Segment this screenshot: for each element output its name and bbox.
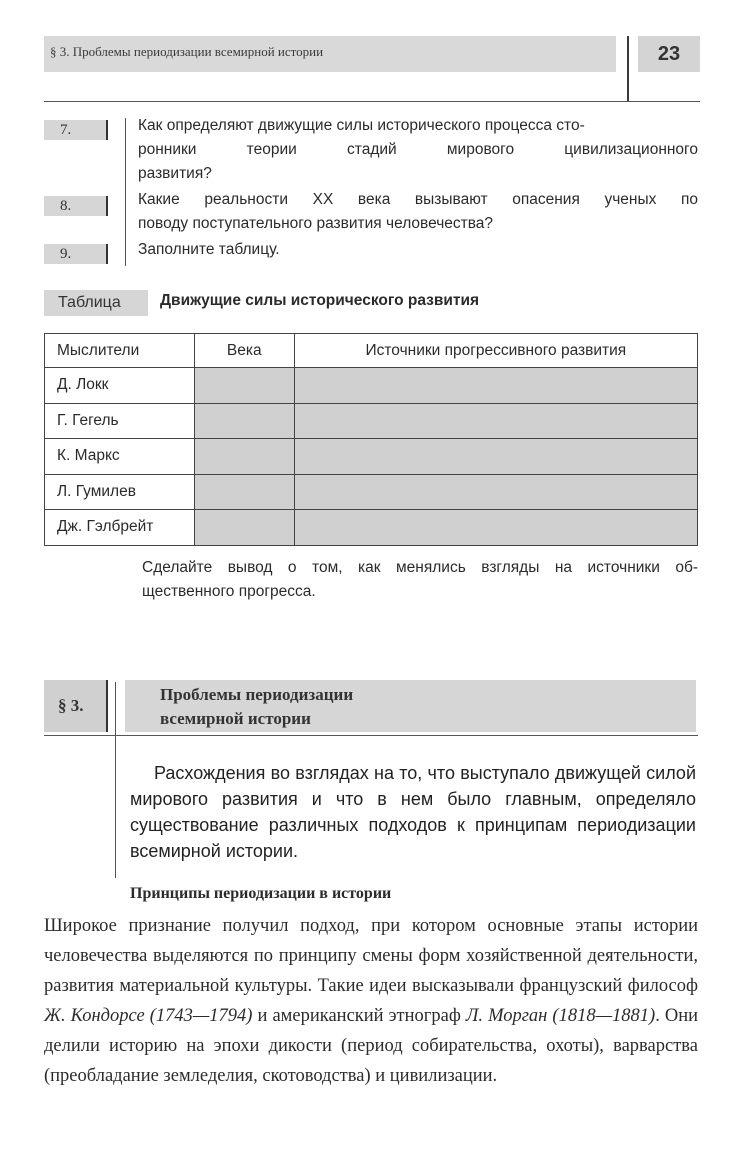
question-9-line-1: Заполните таблицу. bbox=[138, 241, 280, 258]
section-title-line-1: Проблемы периодизации bbox=[160, 685, 354, 704]
table-row bbox=[45, 510, 698, 546]
conclusion-task bbox=[142, 556, 698, 604]
question-tick bbox=[106, 244, 108, 264]
centuries-blank-cell[interactable] bbox=[194, 510, 294, 546]
running-header-title: § 3. Проблемы периодизации всемирной истории bbox=[50, 44, 324, 59]
table-row bbox=[45, 439, 698, 475]
sources-blank-cell[interactable] bbox=[294, 403, 697, 439]
centuries-blank-cell[interactable] bbox=[194, 474, 294, 510]
sources-blank-cell[interactable] bbox=[294, 368, 697, 404]
header-sources: Источники прогрессивного развития bbox=[294, 334, 697, 368]
section-margin-line bbox=[115, 682, 116, 878]
table-tag: Таблица bbox=[44, 290, 148, 316]
thinker-cell: К. Маркс bbox=[45, 439, 195, 475]
page-number: 23 bbox=[638, 36, 700, 72]
thinker-cell: Г. Гегель bbox=[45, 403, 195, 439]
header-rule bbox=[44, 101, 700, 102]
thinker-cell: Дж. Гэлбрейт bbox=[45, 510, 195, 546]
question-7-line-3: развития? bbox=[138, 165, 212, 182]
section-lead: Расхождения во взглядах на то, что выступало движущей силой мирового развития и что в нем было главным, определяло существование различных подходов к принципам периодизации всемирной истории. bbox=[130, 763, 696, 861]
person-morgan: Л. Морган (1818—1881) bbox=[465, 1006, 656, 1026]
subheading: Принципы периодизации в истории bbox=[130, 885, 392, 902]
question-9-text bbox=[138, 238, 698, 262]
question-7-line-1: Как определяют движущие силы исторического процесса сто- bbox=[138, 117, 585, 134]
thinker-cell: Л. Гумилев bbox=[45, 474, 195, 510]
question-number-8: 8. bbox=[44, 196, 106, 216]
questions-margin-line bbox=[125, 118, 126, 266]
question-7-text bbox=[138, 114, 698, 186]
centuries-blank-cell[interactable] bbox=[194, 403, 294, 439]
sources-blank-cell[interactable] bbox=[294, 439, 697, 475]
section-title-line-2: всемирной истории bbox=[160, 709, 311, 728]
thinker-cell: Д. Локк bbox=[45, 368, 195, 404]
body-part-2: и американский этнограф bbox=[252, 1006, 466, 1026]
table-row bbox=[45, 368, 698, 404]
table-header-row bbox=[45, 334, 698, 368]
question-number-9: 9. bbox=[44, 244, 106, 264]
centuries-blank-cell[interactable] bbox=[194, 439, 294, 475]
section-tick bbox=[106, 680, 108, 732]
body-part-3: . Они делили историю на эпохи дикости (период собирательства, охоты), варварства (преобладание земледелия, скотоводства) и цивилизации. bbox=[44, 1006, 699, 1086]
section-rule bbox=[44, 735, 698, 736]
conclusion-line-2: щественного прогресса. bbox=[142, 583, 316, 600]
question-7-line-2: ронники теории стадий мирового цивилизационного bbox=[138, 141, 698, 158]
centuries-blank-cell[interactable] bbox=[194, 368, 294, 404]
thinkers-table bbox=[44, 333, 698, 546]
table-row bbox=[45, 403, 698, 439]
question-8-text bbox=[138, 188, 698, 236]
header-divider bbox=[627, 36, 629, 102]
question-8-line-1: Какие реальности XX века вызывают опасения ученых по bbox=[138, 191, 698, 208]
section-title bbox=[160, 683, 353, 731]
body-part-1: Широкое признание получил подход, при котором основные этапы истории человечества выделяются по принципу смены форм хозяйственной деятельности, развития материальной культуры. Такие идеи высказывали французский философ bbox=[44, 916, 698, 996]
question-8-line-2: поводу поступательного развития человечества? bbox=[138, 215, 494, 232]
person-kondorse: Ж. Кондорсе (1743—1794) bbox=[44, 1006, 253, 1026]
sources-blank-cell[interactable] bbox=[294, 510, 697, 546]
conclusion-line-1: Сделайте вывод о том, как менялись взгляды на источники об- bbox=[142, 559, 698, 576]
section-number: § 3. bbox=[44, 680, 106, 732]
question-number-7: 7. bbox=[44, 120, 106, 140]
table-title: Движущие силы исторического развития bbox=[160, 292, 480, 309]
table-row bbox=[45, 474, 698, 510]
header-centuries: Века bbox=[194, 334, 294, 368]
sources-blank-cell[interactable] bbox=[294, 474, 697, 510]
body-paragraph bbox=[44, 911, 698, 1091]
question-tick bbox=[106, 120, 108, 140]
header-thinkers: Мыслители bbox=[45, 334, 195, 368]
question-tick bbox=[106, 196, 108, 216]
